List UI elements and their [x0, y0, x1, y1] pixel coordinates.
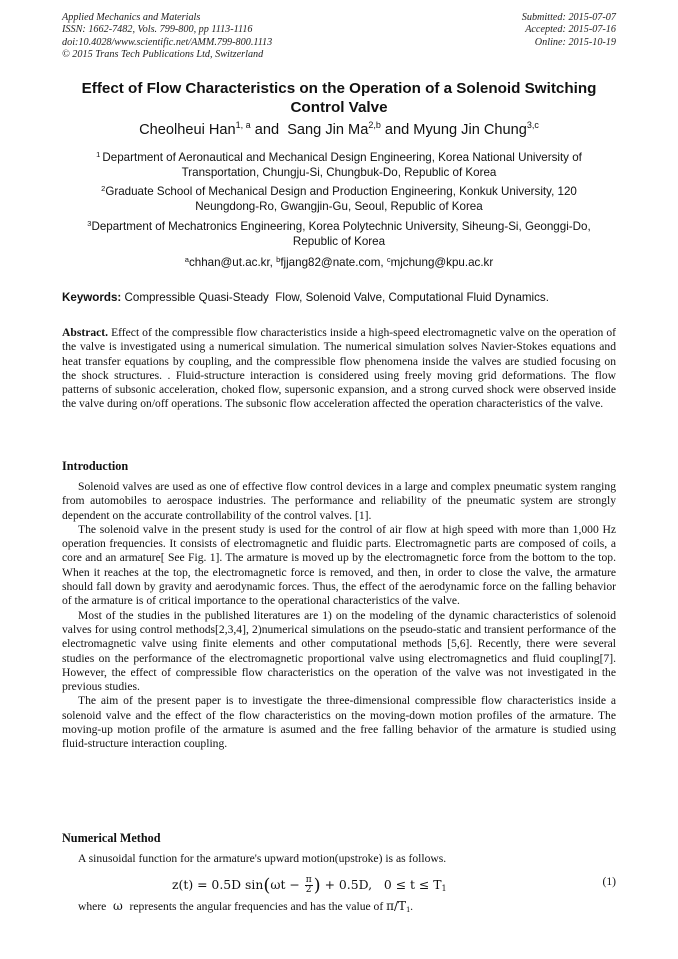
equation-lhs: z(t) = 0.5D sin: [172, 877, 264, 892]
equation-arg: ωt −: [270, 877, 304, 892]
author-mark: 1, a: [235, 120, 251, 130]
fraction: [305, 876, 313, 895]
paragraph: Solenoid valves are used as one of effective flow control devices in a large and complex pneumatic system ranging from automobiles to aerospace industries. The performance and reliability of the pneumatic system are strongly dependent on the accurate controllability of the control valves. [1].: [62, 480, 616, 522]
issn-line: ISSN: 1662-7482, Vols. 799-800, pp 1113-1116: [62, 24, 253, 36]
author-name: Sang Jin Ma: [287, 122, 369, 138]
affiliation-line: Transportation, Chungju-Si, Chungbuk-Do, Republic of Korea: [181, 165, 497, 179]
author-mark: 3,c: [526, 120, 539, 130]
accepted-date: Accepted: 2015-07-16: [525, 24, 616, 36]
affiliation-line: Department of Aeronautical and Mechanical Design Engineering, Korea National University of: [102, 151, 582, 164]
email-address[interactable]: fjjang82@nate.com,: [280, 256, 387, 269]
section-heading-introduction: Introduction: [62, 459, 129, 473]
affiliation-3: [62, 220, 616, 249]
affiliation-mark: 2: [101, 184, 106, 193]
keywords: [62, 291, 616, 305]
affiliation-mark: 1: [96, 150, 103, 159]
keywords-label: Keywords:: [62, 291, 122, 304]
where-subscript: 1: [406, 905, 411, 914]
abstract: [62, 326, 616, 412]
fraction-numerator: π: [305, 875, 312, 885]
equation-body: [172, 875, 447, 896]
dates-info: [522, 12, 616, 49]
affiliation-2: [62, 185, 616, 214]
affiliation-line: Department of Mechatronics Engineering, Korea Polytechnic University, Siheung-Si, Geonggi-Do,: [91, 220, 591, 233]
title-line-1: Effect of Flow Characteristics on the Operation of a Solenoid Switching: [81, 80, 597, 97]
author-sep: and: [380, 122, 414, 138]
omega-symbol: ω: [109, 899, 127, 913]
title-line-2: Control Valve: [290, 98, 388, 116]
abstract-label: Abstract.: [62, 326, 109, 339]
paper-title: [62, 80, 616, 117]
journal-name: Applied Mechanics and Materials: [62, 12, 201, 23]
author-sep: and: [250, 122, 288, 138]
paren-close: ): [313, 875, 321, 896]
affiliation-line: Graduate School of Mechanical Design and Production Engineering, Konkuk University, 120: [105, 185, 577, 198]
author-name: Myung Jin Chung: [413, 122, 527, 138]
paragraph: Most of the studies in the published literatures are 1) on the modeling of the dynamic characteristics of solenoid valves for using control methods[2,3,4], 2)numerical simulations on the pseudo-static and transient performance of the electromagnetic valve using finite elements and other computational methods [5,6]. Recently, there were several studies on the performance of the electromagnetic proportional valve using electromagnetics and fluid coupling[7]. However, the effect of compressible flow characteristics on the operation of the valve was not investigated in the previous studies.: [62, 608, 616, 694]
equation-rhs: + 0.5D, 0 ≤ t ≤ T: [320, 877, 442, 892]
where-text: where: [78, 900, 110, 913]
keywords-text: Compressible Quasi-Steady Flow, Solenoid Valve, Computational Fluid Dynamics.: [121, 291, 549, 304]
email-mark: b: [276, 255, 281, 264]
numerical-method-body: [62, 852, 616, 866]
submitted-date: Submitted: 2015-07-07: [521, 12, 616, 23]
paragraph: The solenoid valve in the present study is used for the control of air flow at high speed with more than 1,000 Hz operation frequencies. It consists of electromagnetic and fluidic parts. Electromagnetic parts are composed of coils, a core and an armature[ See Fig. 1]. The armature is moved up by the electromagnetic force from the bottom to the top. When it reaches at the top, the electromagnetic force is removed, and then, in order to close the valve, the armature should fall down by gravity and aerodynamic forces. Thus, the effect of the aerodynamic force on the falling behavior of the armature is of critical importance to the operational characteristics of the valve.: [62, 522, 616, 608]
copyright-line: © 2015 Trans Tech Publications Ltd, Switzerland: [62, 48, 264, 60]
doi-line: doi:10.4028/www.scientific.net/AMM.799-800.1113: [62, 36, 273, 48]
equation-number: (1): [602, 875, 616, 888]
where-end: .: [410, 900, 413, 913]
introduction-body: [62, 480, 616, 752]
equation-1: [62, 875, 616, 897]
affiliation-mark: 3: [87, 219, 92, 228]
paragraph: A sinusoidal function for the armature's upward motion(upstroke) is as follows.: [78, 852, 447, 865]
fraction-denominator: 2: [305, 885, 312, 895]
email-mark: a: [184, 255, 189, 264]
author-mark: 2,b: [368, 120, 381, 130]
affiliation-line: Republic of Korea: [292, 234, 386, 248]
pi-over-t: π/T: [386, 899, 407, 913]
email-address[interactable]: mjchung@kpu.ac.kr: [390, 256, 494, 269]
email-mark: c: [386, 255, 391, 264]
journal-info: [62, 12, 272, 61]
author-list: [62, 121, 616, 139]
where-text: represents the angular frequencies and has the value of: [126, 900, 387, 913]
paragraph: The aim of the present paper is to investigate the three-dimensional compressible flow characteristics inside a solenoid valve and the effect of the flow characteristics on the moving-down motion profiles of the armature. The moving-up motion profile of the armature is asumed and the free falling behavior of the armature is studied using fluid-structure interaction coupling.: [62, 694, 616, 751]
email-list: [62, 256, 616, 270]
paren-open: (: [263, 875, 271, 896]
author-name: Cheolheui Han: [139, 122, 236, 138]
email-address[interactable]: chhan@ut.ac.kr,: [188, 256, 277, 269]
equation-subscript: 1: [441, 884, 447, 893]
affiliation-1: [62, 151, 616, 180]
online-date: Online: 2015-10-19: [534, 36, 616, 48]
section-heading-numerical-method: Numerical Method: [62, 831, 161, 845]
affiliation-line: Neungdong-Ro, Gwangjin-Gu, Seoul, Republic of Korea: [195, 199, 483, 213]
abstract-text: Effect of the compressible flow characteristics inside a high-speed electromagnetic valve on the operation of the valve is investigated using a numerical simulation. The numerical simulation solves Navier-Stokes equations and heat transfer equations by coupling, and the compressible flow phenomena inside the valves are studied focusing on the shock structures. . Fluid-structure interaction is considered using freely moving grid deformations. The flow patterns of subsonic acceleration, choked flow, supersonic expansion, and a strong curved shock were observed inside the valve during on/off operations. The subsonic flow acceleration affected the operation characteristics of the valve.: [62, 326, 616, 411]
where-line: [78, 899, 413, 917]
